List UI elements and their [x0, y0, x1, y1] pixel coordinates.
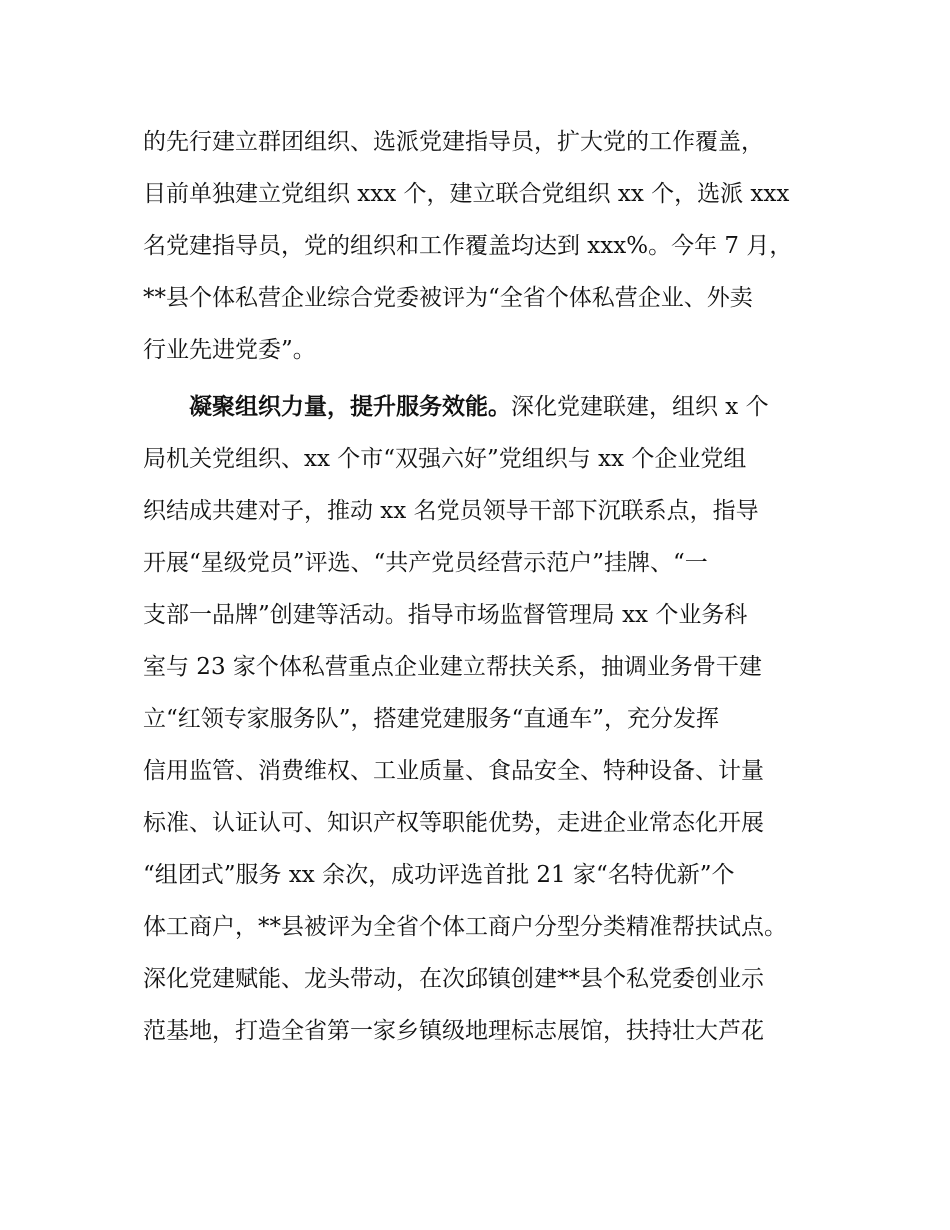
paragraph-line: 织结成共建对子，推动 xx 名党员领导干部下沉联系点，指导: [143, 498, 759, 524]
paragraph-line: 开展“星级党员”评选、“共产党员经营示范户”挂牌、“一: [143, 550, 708, 576]
paragraph-line: 支部一品牌”创建等活动。指导市场监督管理局 xx 个业务科: [143, 602, 748, 628]
paragraph-line: 局机关党组织、xx 个市“双强六好”党组织与 xx 个企业党组: [143, 446, 747, 472]
paragraph-line: 范基地，打造全省第一家乡镇级地理标志展馆，扶持壮大芦花: [143, 1018, 764, 1044]
paragraph-first-line-text: 深化党建联建，组织 x 个: [511, 394, 769, 420]
paragraph-line: 的先行建立群团组织、选派党建指导员，扩大党的工作覆盖，: [143, 129, 764, 155]
paragraph-first-line: [189, 392, 769, 422]
paragraph-line: 深化党建赋能、龙头带动，在次邱镇创建**县个私党委创业示: [143, 966, 764, 992]
paragraph-line: 标准、认证认可、知识产权等职能优势，走进企业常态化开展: [143, 810, 764, 836]
paragraph-line: “组团式”服务 xx 余次，成功评选首批 21 家“名特优新”个: [143, 862, 735, 888]
paragraph-line: 室与 23 家个体私营重点企业建立帮扶关系，抽调业务骨干建: [143, 654, 762, 680]
paragraph-heading: 凝聚组织力量，提升服务效能。: [189, 394, 511, 420]
paragraph-line: 立“红领专家服务队”，搭建党建服务“直通车”，充分发挥: [143, 706, 720, 732]
paragraph-line: **县个体私营企业综合党委被评为“全省个体私营企业、外卖: [143, 285, 753, 311]
paragraph-line: 名党建指导员，党的组织和工作覆盖均达到 xxx%。今年 7 月，: [143, 233, 793, 259]
paragraph-line: 行业先进党委”。: [143, 337, 316, 363]
paragraph-line: 目前单独建立党组织 xxx 个，建立联合党组织 xx 个，选派 xxx: [143, 181, 790, 207]
paragraph-line: 体工商户，**县被评为全省个体工商户分型分类精准帮扶试点。: [143, 914, 787, 940]
paragraph-line: 信用监管、消费维权、工业质量、食品安全、特种设备、计量: [143, 758, 764, 784]
